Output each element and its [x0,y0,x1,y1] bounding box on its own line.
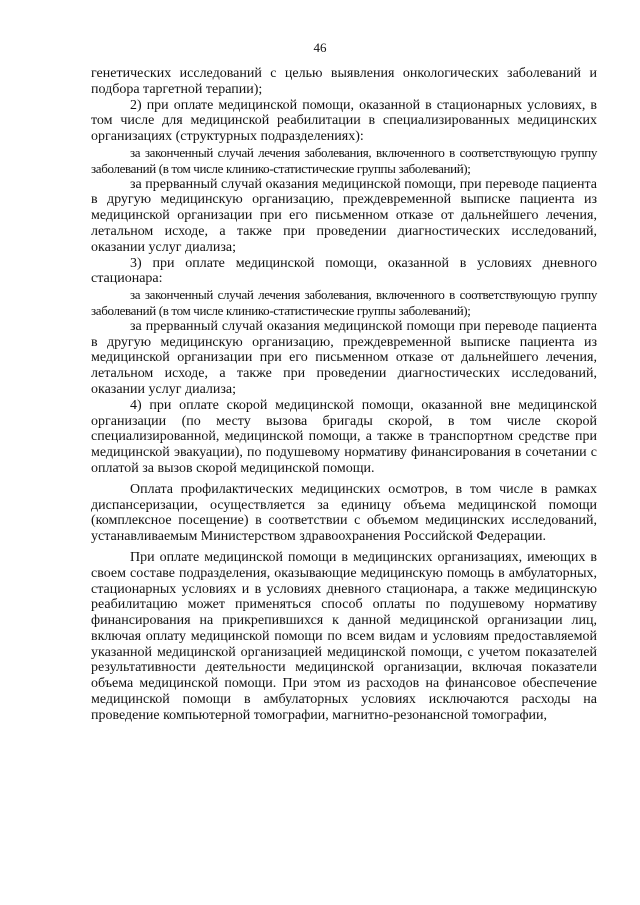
paragraph: Оплата профилактических медицинских осмотров, в том числе в рамках диспансеризации, осуществляется за единицу объема медицинской помощи (комплексное посещение) в соответствии с объемом медицинских исследований, устанавливаемым Министерством здравоохранения Российской Федерации. [91,481,597,545]
paragraph: за законченный случай лечения заболевания, включенного в соответствующую группу заболеваний (в том числе клинико-статистические группы заболеваний); [91,287,597,318]
paragraph: 3) при оплате медицинской помощи, оказанной в условиях дневного стационара: [91,255,597,287]
body-text [91,66,597,724]
page-number: 46 [313,40,327,55]
paragraph: 4) при оплате скорой медицинской помощи, оказанной вне медицинской организации (по месту вызова бригады скорой, в том числе скорой специализированной, медицинской помощи, а также в транспортном средстве при медицинской эвакуации), по подушевому нормативу финансирования в сочетании с оплатой за вызов скорой медицинской помощи. [91,397,597,476]
paragraph: за прерванный случай оказания медицинской помощи при переводе пациента в другую медицинскую организацию, преждевременной выписке пациента из медицинской организации при его письменном отказе от дальнейшего лечения, летальном исходе, а также при проведении диагностических исследований, оказании услуг диализа; [91,318,597,397]
paragraph: При оплате медицинской помощи в медицинских организациях, имеющих в своем составе подразделения, оказывающие медицинскую помощь в амбулаторных, стационарных условиях и в условиях дневного стационара, а также медицинскую реабилитацию может применяться способ оплаты по подушевому нормативу финансирования на прикрепившихся к данной медицинской организации лиц, включая оплату медицинской помощи по всем видам и условиям предоставляемой указанной медицинской организацией медицинской помощи, с учетом показателей результативности деятельности медицинской организации, включая показатели объема медицинской помощи. При этом из расходов на финансовое обеспечение медицинской помощи в амбулаторных условиях исключаются расходы на проведение компьютерной томографии, магнитно-резонансной томографии, [91,549,597,723]
paragraph: 2) при оплате медицинской помощи, оказанной в стационарных условиях, в том числе для медицинской реабилитации в специализированных медицинских организациях (структурных подразделениях): [91,97,597,145]
paragraph: за прерванный случай оказания медицинской помощи, при переводе пациента в другую медицинскую организацию, преждевременной выписке пациента из медицинской организации при его письменном отказе от дальнейшего лечения, летальном исходе, а также при проведении диагностических исследований, оказании услуг диализа; [91,176,597,255]
paragraph: за законченный случай лечения заболевания, включенного в соответствующую группу заболеваний (в том числе клинико-статистические группы заболеваний); [91,144,597,176]
paragraph: генетических исследований с целью выявления онкологических заболеваний и подбора таргетной терапии); [91,66,597,97]
